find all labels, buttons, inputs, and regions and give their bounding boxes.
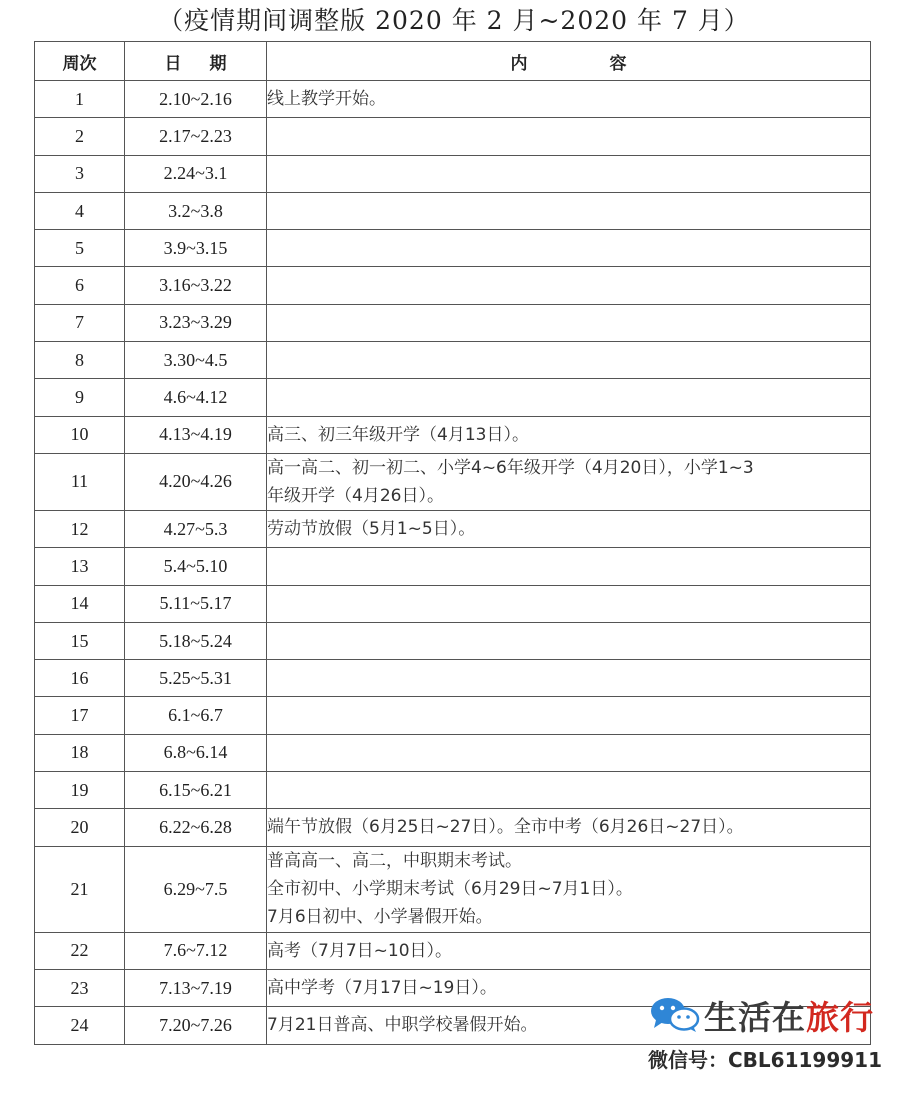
table-row bbox=[35, 772, 871, 809]
table-row bbox=[35, 118, 871, 155]
week-cell: 5 bbox=[35, 230, 125, 267]
date-cell: 3.9~3.15 bbox=[125, 230, 267, 267]
date-cell: 2.10~2.16 bbox=[125, 81, 267, 118]
week-cell: 15 bbox=[35, 622, 125, 659]
week-cell: 12 bbox=[35, 510, 125, 547]
week-cell: 3 bbox=[35, 155, 125, 192]
date-cell: 6.1~6.7 bbox=[125, 697, 267, 734]
date-cell: 6.22~6.28 bbox=[125, 809, 267, 846]
content-line: 普高高一、高二，中职期末考试。 bbox=[267, 851, 522, 872]
content-cell bbox=[267, 585, 871, 622]
page-title: （疫情期间调整版 2020 年 2 月~2020 年 7 月） bbox=[158, 6, 750, 35]
content-line: 年级开学（4月26日）。 bbox=[267, 485, 444, 506]
content-cell bbox=[267, 510, 871, 547]
table-row bbox=[35, 510, 871, 547]
content-cell bbox=[267, 772, 871, 809]
content-line: 高三、初三年级开学（4月13日）。 bbox=[267, 424, 529, 445]
date-cell: 6.29~7.5 bbox=[125, 846, 267, 932]
table-row bbox=[35, 932, 871, 969]
date-cell: 7.13~7.19 bbox=[125, 969, 267, 1006]
table-row bbox=[35, 81, 871, 118]
table-row bbox=[35, 192, 871, 229]
header-date: 日期 bbox=[125, 42, 267, 81]
date-cell: 6.8~6.14 bbox=[125, 734, 267, 771]
date-cell: 4.27~5.3 bbox=[125, 510, 267, 547]
content-cell bbox=[267, 548, 871, 585]
watermark bbox=[646, 992, 906, 1082]
watermark-brand-dark: 生活在 bbox=[704, 998, 806, 1037]
content-line: 劳动节放假（5月1~5日）。 bbox=[267, 519, 476, 540]
date-cell: 5.11~5.17 bbox=[125, 585, 267, 622]
week-cell: 16 bbox=[35, 660, 125, 697]
week-cell: 13 bbox=[35, 548, 125, 585]
table-row bbox=[35, 622, 871, 659]
content-cell bbox=[267, 660, 871, 697]
week-cell: 22 bbox=[35, 932, 125, 969]
date-cell: 7.20~7.26 bbox=[125, 1007, 267, 1044]
week-cell: 7 bbox=[35, 304, 125, 341]
table-row bbox=[35, 416, 871, 453]
date-cell: 7.6~7.12 bbox=[125, 932, 267, 969]
date-cell: 2.17~2.23 bbox=[125, 118, 267, 155]
content-line: 7月21日普高、中职学校暑假开始。 bbox=[267, 1015, 538, 1036]
content-line: 线上教学开始。 bbox=[267, 89, 386, 110]
watermark-brand-red: 旅行 bbox=[806, 998, 874, 1037]
content-line: 全市初中、小学期末考试（6月29日~7月1日）。 bbox=[267, 879, 633, 900]
date-cell: 5.18~5.24 bbox=[125, 622, 267, 659]
content-cell bbox=[267, 697, 871, 734]
content-cell bbox=[267, 379, 871, 416]
table-row bbox=[35, 304, 871, 341]
content-line: 高一高二、初一初二、小学4~6年级开学（4月20日），小学1~3 bbox=[267, 457, 754, 478]
content-line: 7月6日初中、小学暑假开始。 bbox=[267, 907, 493, 928]
week-cell: 9 bbox=[35, 379, 125, 416]
week-cell: 23 bbox=[35, 969, 125, 1006]
week-cell: 17 bbox=[35, 697, 125, 734]
watermark-id: 微信号：CBL61199911 bbox=[648, 1048, 882, 1072]
table-row bbox=[35, 267, 871, 304]
content-cell bbox=[267, 81, 871, 118]
week-cell: 14 bbox=[35, 585, 125, 622]
content-cell bbox=[267, 342, 871, 379]
content-line: 高中学考（7月17日~19日）。 bbox=[267, 978, 497, 999]
week-cell: 6 bbox=[35, 267, 125, 304]
content-cell bbox=[267, 622, 871, 659]
table-row bbox=[35, 342, 871, 379]
content-cell bbox=[267, 118, 871, 155]
date-cell: 2.24~3.1 bbox=[125, 155, 267, 192]
table-row bbox=[35, 809, 871, 846]
table-row bbox=[35, 548, 871, 585]
content-cell bbox=[267, 932, 871, 969]
header-content: 内容 bbox=[267, 42, 871, 81]
week-cell: 1 bbox=[35, 81, 125, 118]
content-cell bbox=[267, 155, 871, 192]
table-row bbox=[35, 585, 871, 622]
date-cell: 3.23~3.29 bbox=[125, 304, 267, 341]
date-cell: 4.13~4.19 bbox=[125, 416, 267, 453]
date-cell: 3.30~4.5 bbox=[125, 342, 267, 379]
content-line: 端午节放假（6月25日~27日）。全市中考（6月26日~27日）。 bbox=[267, 817, 744, 838]
week-cell: 19 bbox=[35, 772, 125, 809]
date-cell: 6.15~6.21 bbox=[125, 772, 267, 809]
content-cell bbox=[267, 304, 871, 341]
table-row bbox=[35, 846, 871, 932]
content-cell bbox=[267, 453, 871, 510]
calendar-table bbox=[34, 41, 871, 1045]
date-cell: 5.25~5.31 bbox=[125, 660, 267, 697]
table-row bbox=[35, 230, 871, 267]
content-cell bbox=[267, 192, 871, 229]
date-cell: 3.16~3.22 bbox=[125, 267, 267, 304]
wechat-icon bbox=[648, 994, 702, 1034]
date-cell: 3.2~3.8 bbox=[125, 192, 267, 229]
content-cell bbox=[267, 267, 871, 304]
date-cell: 5.4~5.10 bbox=[125, 548, 267, 585]
content-cell bbox=[267, 230, 871, 267]
week-cell: 10 bbox=[35, 416, 125, 453]
table-header-row bbox=[35, 42, 871, 81]
content-cell bbox=[267, 809, 871, 846]
date-cell: 4.20~4.26 bbox=[125, 453, 267, 510]
week-cell: 21 bbox=[35, 846, 125, 932]
watermark-brand bbox=[704, 992, 874, 1039]
week-cell: 2 bbox=[35, 118, 125, 155]
table-body bbox=[35, 81, 871, 1045]
week-cell: 8 bbox=[35, 342, 125, 379]
week-cell: 24 bbox=[35, 1007, 125, 1044]
content-line: 高考（7月7日~10日）。 bbox=[267, 940, 453, 961]
content-cell bbox=[267, 734, 871, 771]
date-cell: 4.6~4.12 bbox=[125, 379, 267, 416]
table-row bbox=[35, 379, 871, 416]
table-row bbox=[35, 697, 871, 734]
content-cell bbox=[267, 416, 871, 453]
week-cell: 20 bbox=[35, 809, 125, 846]
table-row bbox=[35, 734, 871, 771]
table-row bbox=[35, 155, 871, 192]
content-cell bbox=[267, 846, 871, 932]
week-cell: 11 bbox=[35, 453, 125, 510]
table-row bbox=[35, 453, 871, 510]
week-cell: 18 bbox=[35, 734, 125, 771]
header-week: 周次 bbox=[35, 42, 125, 81]
table-row bbox=[35, 660, 871, 697]
week-cell: 4 bbox=[35, 192, 125, 229]
